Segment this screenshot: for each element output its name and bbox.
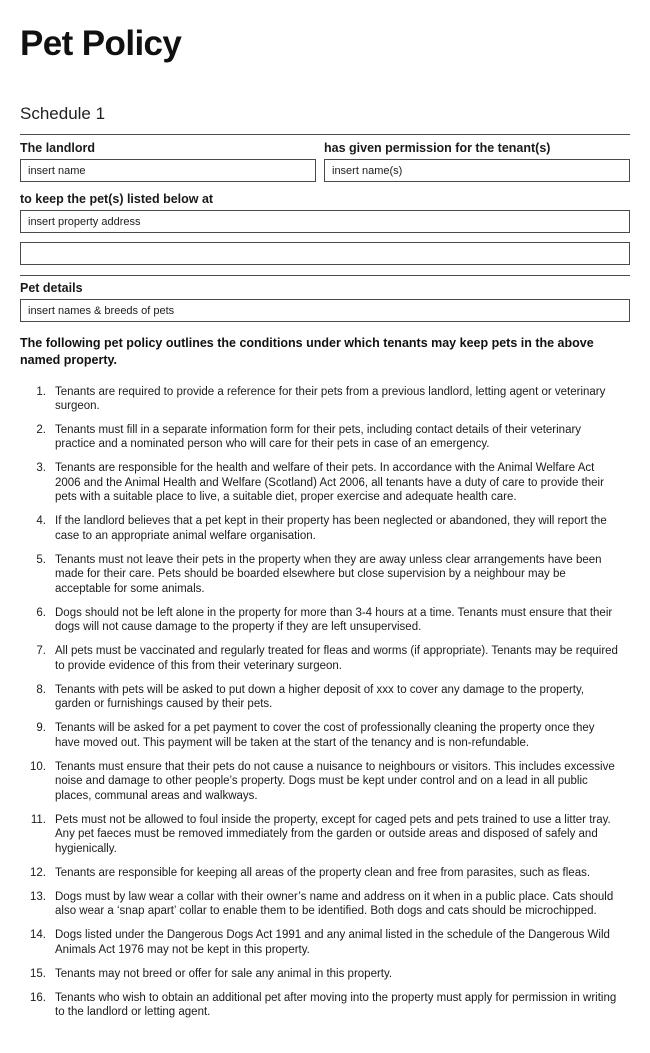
policy-item <box>20 991 630 1020</box>
policy-item <box>20 606 630 635</box>
policy-item-number: 14. <box>30 929 46 942</box>
policy-item <box>20 385 630 414</box>
property-address-field[interactable] <box>20 210 630 233</box>
policy-item-number: 2. <box>36 423 46 436</box>
divider <box>20 275 630 276</box>
policy-item <box>20 553 630 596</box>
policy-item-text: Tenants must ensure that their pets do not cause a nuisance to neighbours or visitors. This includes excessive noise and damage to other people’s property. Dogs must be kept under control and on a lead in all public places, communal areas and walkways. <box>55 760 615 802</box>
property-address-field-line2[interactable] <box>20 242 630 265</box>
policy-item-number: 10. <box>30 760 46 773</box>
policy-item <box>20 760 630 803</box>
policy-item-text: Tenants may not breed or offer for sale any animal in this property. <box>55 967 393 980</box>
policy-item <box>20 683 630 712</box>
policy-item <box>20 813 630 856</box>
policy-item-text: Tenants with pets will be asked to put down a higher deposit of xxx to cover any damage to the property, garden or furnishings caused by their pets. <box>55 683 585 711</box>
policy-item-number: 3. <box>36 462 46 475</box>
policy-item-text: Tenants will be asked for a pet payment to cover the cost of professionally cleaning the property once they have moved out. This payment will be taken at the start of the tenancy and is non-refundable. <box>55 722 595 749</box>
policy-item-text: Tenants must fill in a separate information form for their pets, including contact details of their veterinary practice and a nominated person who will care for their pets in case of an emergency. <box>55 423 582 451</box>
policy-item-text: Dogs should not be left alone in the property for more than 3-4 hours at a time. Tenants must ensure that their dogs will not cause damage to the property if they are left unsupervised. <box>55 606 613 634</box>
policy-item-number: 4. <box>36 515 46 528</box>
landlord-label: The landlord <box>20 141 95 155</box>
keep-pets-label: to keep the pet(s) listed below at <box>20 192 214 206</box>
landlord-tenant-label-row <box>20 141 630 155</box>
policy-item-text: Tenants must not leave their pets in the property when they are away unless clear arrangements have been made for their care. Pets should be boarded elsewhere but close supervision by a neighbour may be acceptable for some animals. <box>55 553 602 595</box>
policy-item <box>20 514 630 543</box>
policy-item-text: Tenants are responsible for keeping all areas of the property clean and free from parasites, such as fleas. <box>55 866 591 879</box>
landlord-tenant-field-row <box>20 159 630 182</box>
policy-item <box>20 423 630 452</box>
policy-item-number: 12. <box>30 866 46 879</box>
policy-item-text: Tenants are required to provide a reference for their pets from a previous landlord, letting agent or veterinary surgeon. <box>55 385 606 412</box>
policy-item <box>20 721 630 750</box>
schedule-heading: Schedule 1 <box>20 104 106 123</box>
policy-item-text: If the landlord believes that a pet kept in their property has been neglected or abandoned, they will report the case to an appropriate animal welfare organisation. <box>55 515 607 542</box>
policy-item-text: Pets must not be allowed to foul inside the property, except for caged pets and pets trained to use a litter tray. Any pet faeces must be removed immediately from the garden or outside areas and disposed of safely and hygienically. <box>55 813 611 855</box>
pet-names-field[interactable] <box>20 299 630 322</box>
policy-item <box>20 644 630 673</box>
policy-item-text: Tenants are responsible for the health and welfare of their pets. In accordance with the Animal Welfare Act 2006 and the Animal Health and Welfare (Scotland) Act 2006, all tenants have a duty of care to provide their pets with a suitable place to live, a suitable diet, proper exercise and adequate health care. <box>55 462 604 504</box>
policy-item <box>20 967 630 981</box>
policy-item <box>20 928 630 957</box>
policy-item-number: 5. <box>36 553 46 566</box>
policy-intro: The following pet policy outlines the conditions under which tenants may keep pets in the above named property. <box>20 336 594 368</box>
divider <box>20 134 630 135</box>
policy-item-text: Dogs listed under the Dangerous Dogs Act 1991 and any animal listed in the schedule of the Dangerous Wild Animals Act 1976 may not be kept in this property. <box>55 929 610 956</box>
policy-item-number: 13. <box>30 890 46 903</box>
policy-item-number: 1. <box>36 385 46 398</box>
policy-item-number: 16. <box>30 991 46 1004</box>
permission-label: has given permission for the tenant(s) <box>324 141 551 155</box>
policy-item-text: All pets must be vaccinated and regularly treated for fleas and worms (if appropriate). Tenants may be required to provide evidence of this from their veterinary surgeon. <box>55 645 618 672</box>
policy-item-number: 6. <box>36 606 46 619</box>
policy-item <box>20 461 630 504</box>
policy-item-number: 11. <box>30 813 46 826</box>
policy-item-text: Dogs must by law wear a collar with their owner’s name and address on it when in a public place. Cats should also wear a ‘snap apart’ collar to enable them to be identified. Both dogs and cats should be microchipped. <box>55 890 614 918</box>
policy-item <box>20 866 630 880</box>
policy-item-number: 7. <box>36 645 46 658</box>
policy-item-number: 9. <box>36 722 46 735</box>
tenant-name-field[interactable] <box>324 159 630 182</box>
policy-item-number: 15. <box>30 967 46 980</box>
policy-list <box>20 385 630 1020</box>
landlord-name-field[interactable] <box>20 159 316 182</box>
policy-item <box>20 890 630 919</box>
pet-details-label: Pet details <box>20 281 83 295</box>
page-title: Pet Policy <box>20 24 182 63</box>
policy-item-text: Tenants who wish to obtain an additional pet after moving into the property must apply for permission in writing to the landlord or letting agent. <box>55 991 617 1018</box>
policy-item-number: 8. <box>36 683 46 696</box>
